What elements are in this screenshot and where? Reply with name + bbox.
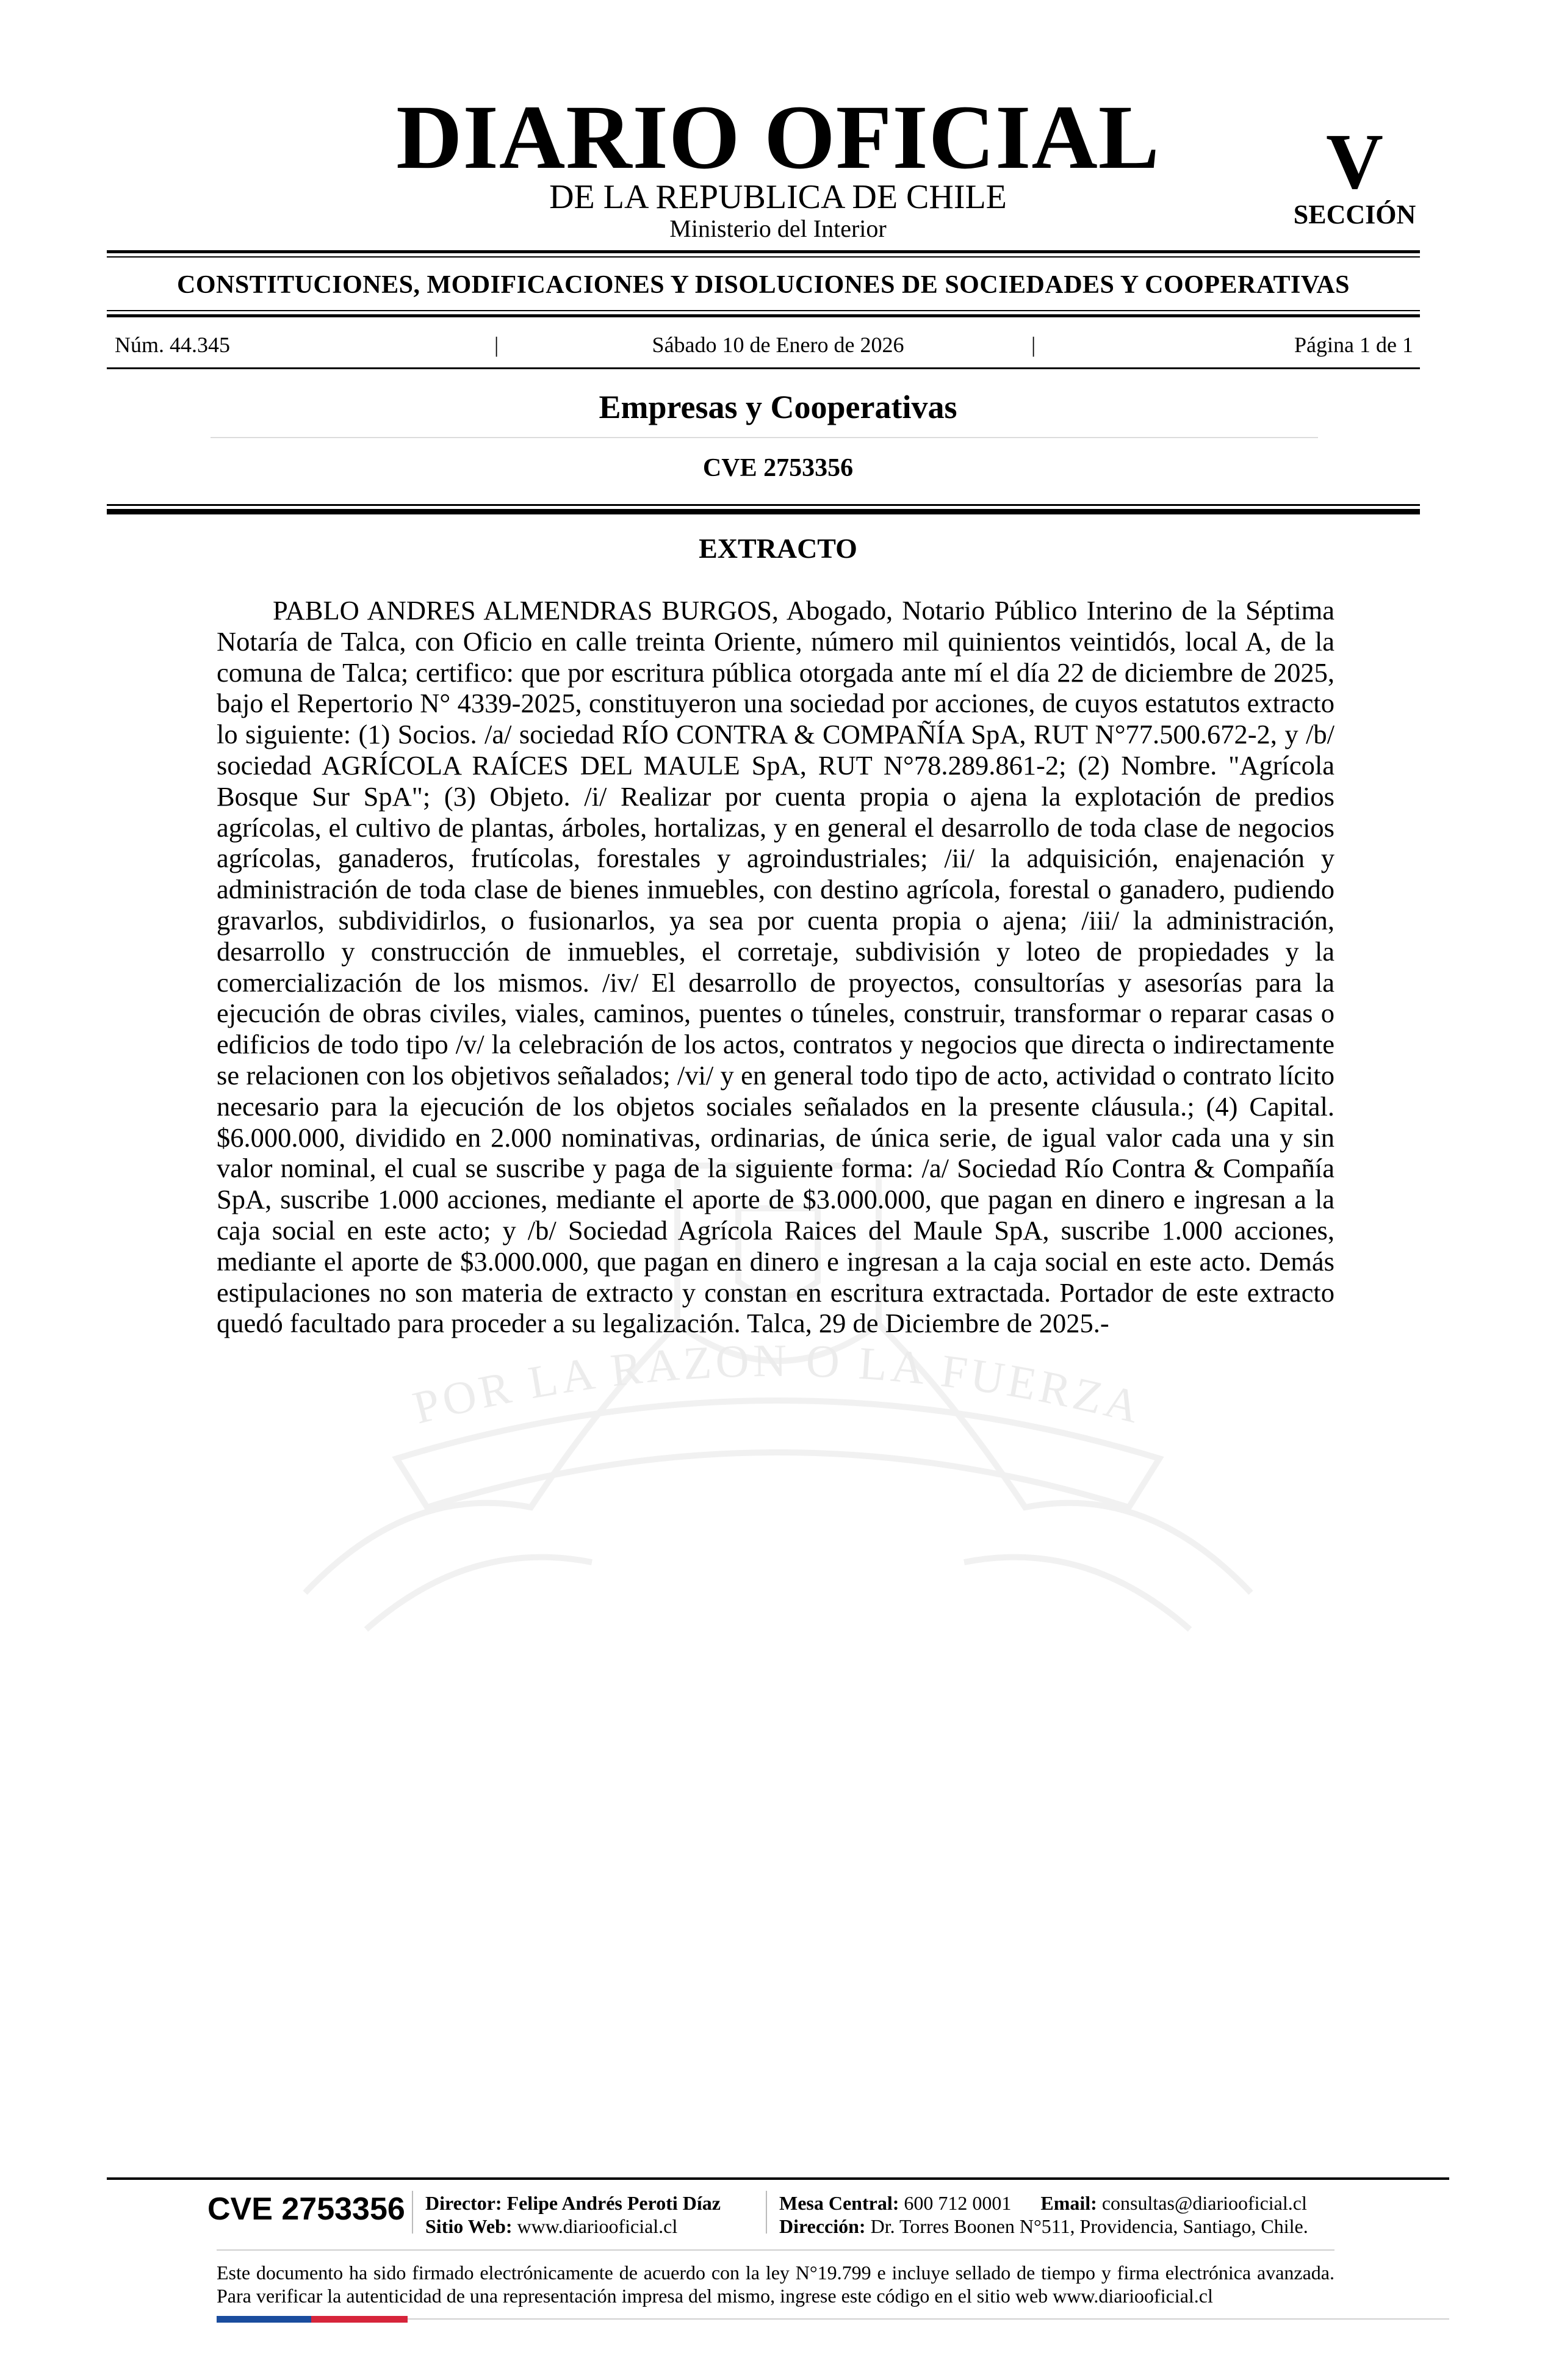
masthead-ministry: Ministerio del Interior — [669, 215, 887, 242]
divider — [211, 437, 1318, 438]
document-heading: EXTRACTO — [699, 533, 857, 564]
footer-legal-notice: Este documento ha sido firmado electrónicamente de acuerdo con la ley N°19.799 e incluye sellado de tiempo y firma electrónica avanzada. Para verificar la autenticidad de una representación impresa del mismo, ingrese este código en el sitio web www.diariooficial.cl — [217, 2262, 1334, 2307]
section-letter: V — [1326, 118, 1383, 206]
footer-divider — [217, 2249, 1334, 2251]
footer-contact — [779, 2192, 1307, 2214]
issue-date: Sábado 10 de Enero de 2026 — [652, 333, 904, 357]
divider — [107, 314, 1420, 317]
footer-director — [425, 2192, 721, 2214]
footer-address — [779, 2215, 1308, 2237]
info-separator: | — [494, 333, 499, 357]
issue-number: Núm. 44.345 — [115, 333, 230, 357]
divider — [107, 504, 1420, 506]
svg-text:POR LA RAZON O LA FUERZA — [408, 1335, 1148, 1434]
footer-website — [425, 2215, 677, 2237]
footer-director-label: Director: — [425, 2192, 502, 2214]
masthead-subtitle: DE LA REPUBLICA DE CHILE — [549, 178, 1007, 216]
flag-stripe-red — [311, 2316, 408, 2323]
divider — [107, 509, 1420, 514]
footer-address-text: Dr. Torres Boonen N°511, Providencia, Santiago, Chile. — [870, 2215, 1308, 2237]
page-indicator: Página 1 de 1 — [1294, 333, 1413, 357]
info-separator: | — [1031, 333, 1036, 357]
footer-separator — [412, 2191, 413, 2234]
footer-divider — [408, 2318, 1449, 2320]
footer-address-label: Dirección: — [779, 2215, 866, 2237]
footer-email-label: Email: — [1040, 2192, 1097, 2214]
footer-divider — [107, 2177, 1449, 2180]
divider — [107, 310, 1420, 311]
footer-mesa-label: Mesa Central: — [779, 2192, 899, 2214]
masthead-title: DIARIO OFICIAL — [396, 87, 1160, 188]
section-title: Empresas y Cooperativas — [599, 389, 957, 425]
footer-cve-code: CVE 2753356 — [207, 2191, 405, 2227]
cve-code: CVE 2753356 — [702, 454, 854, 482]
divider — [107, 367, 1420, 369]
category-title: CONSTITUCIONES, MODIFICACIONES Y DISOLUCIONES DE SOCIEDADES Y COOPERATIVAS — [177, 271, 1350, 299]
watermark-motto: POR LA RAZON O LA FUERZA — [408, 1335, 1148, 1434]
footer-email-link[interactable]: consultas@diariooficial.cl — [1101, 2192, 1307, 2214]
divider — [107, 250, 1420, 253]
section-label: SECCIÓN — [1293, 200, 1416, 229]
footer-site-link[interactable]: www.diariooficial.cl — [517, 2215, 678, 2237]
footer-separator — [766, 2191, 767, 2234]
footer-mesa-phone: 600 712 0001 — [904, 2192, 1012, 2214]
extract-body: PABLO ANDRES ALMENDRAS BURGOS, Abogado, Notario Público Interino de la Séptima Notaría de Talca, con Oficio en calle treinta Oriente, número mil quinientos veintidós, local A, de la comuna de Talca; certifico: que por escritura pública otorgada ante mí el día 22 de diciembre de 2025, bajo el Repertorio N° 4339-2025, constituyeron una sociedad por acciones, de cuyos estatutos extracto lo siguiente: (1) Socios. /a/ sociedad RÍO CONTRA & COMPAÑÍA SpA, RUT N°77.500.672-2, y /b/ sociedad AGRÍCOLA RAÍCES DEL MAULE SpA, RUT N°78.289.861-2; (2) Nombre. "Agrícola Bosque Sur SpA"; (3) Objeto. /i/ Realizar por cuenta propia o ajena la explotación de predios agrícolas, el cultivo de plantas, árboles, hortalizas, y en general el desarrollo de toda clase de negocios agrícolas, ganaderos, frutícolas, forestales y agroindustriales; /ii/ la adquisición, enajenación y administración de toda clase de bienes inmuebles, con destino agrícola, forestal o ganadero, pudiendo gravarlos, subdividirlos, o fusionarlos, ya sea por cuenta propia o ajena; /iii/ la administración, desarrollo y construcción de inmuebles, el corretaje, subdivisión y loteo de propiedades y la comercialización de los mismos. /iv/ El desarrollo de proyectos, consultorías y asesorías para la ejecución de obras civiles, viales, caminos, puentes o túneles, construir, transformar o reparar casas o edificios de todo tipo /v/ la celebración de los actos, contratos y negocios que directa o indirectamente se relacionen con los objetivos señalados; /vi/ y en general todo tipo de acto, actividad o contrato lícito necesario para la ejecución de los objetos sociales señalados en la presente cláusula.; (4) Capital. $6.000.000, dividido en 2.000 nominativas, ordinarias, de única serie, de igual valor cada una y sin valor nominal, el cual se suscribe y paga de la siguiente forma: /a/ Sociedad Río Contra & Compañía SpA, suscribe 1.000 acciones, mediante el aporte de $3.000.000, que pagan en dinero e ingresan a la caja social en este acto; y /b/ Sociedad Agrícola Raices del Maule SpA, suscribe 1.000 acciones, mediante el aporte de $3.000.000, que pagan en dinero e ingresan a la caja social en este acto. Demás estipulaciones no son materia de extracto y constan en escritura extractada. Portador de este extracto quedó facultado para proceder a su legalización. Talca, 29 de Diciembre de 2025.- — [217, 595, 1334, 1339]
flag-stripe-blue — [217, 2316, 311, 2323]
footer-site-label: Sitio Web: — [425, 2215, 513, 2237]
divider — [107, 256, 1420, 258]
footer-director-name: Felipe Andrés Peroti Díaz — [506, 2192, 721, 2214]
